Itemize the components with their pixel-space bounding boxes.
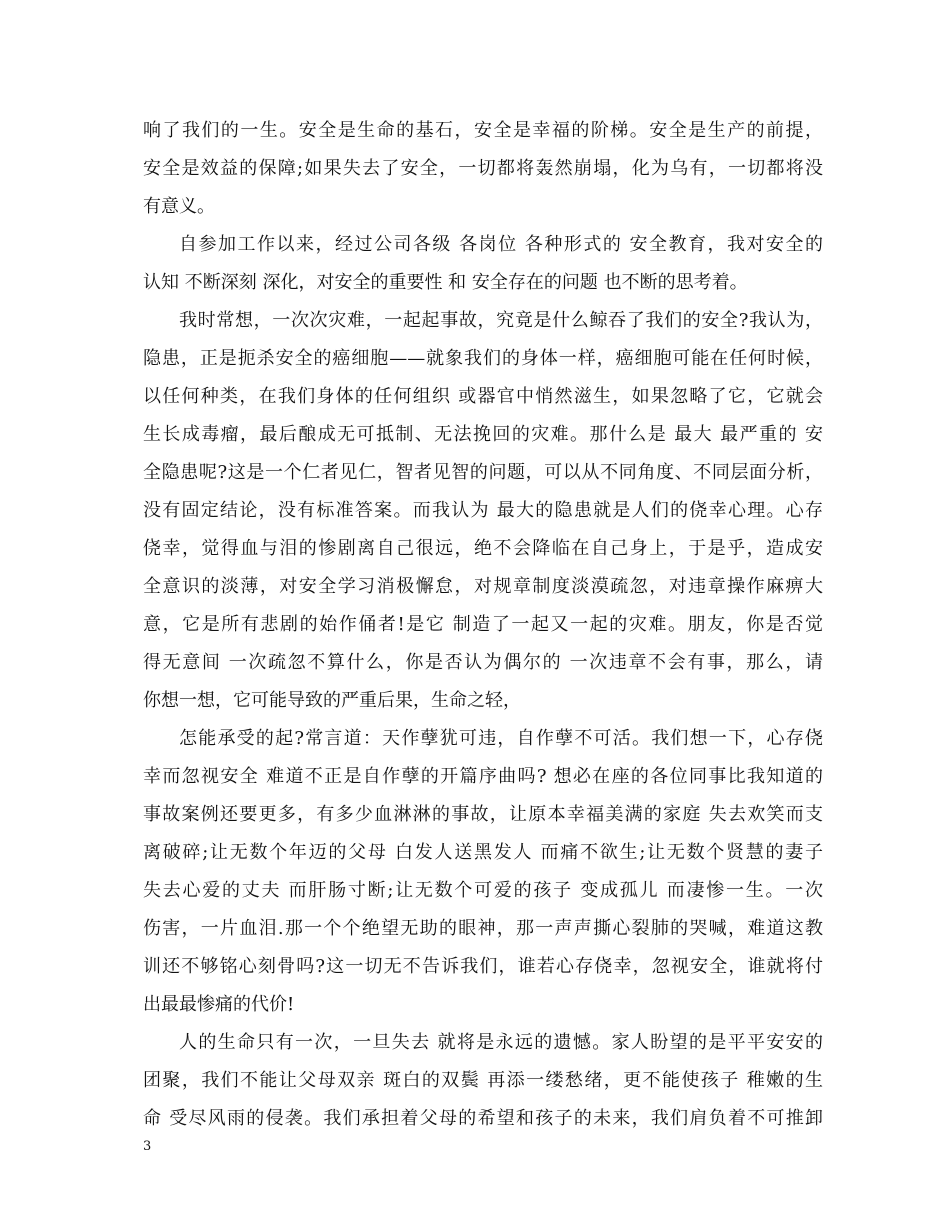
- text-line: 以任何种类，在我们身体的任何组织 或器官中悄然滋生，如果忽略了它，它就会: [143, 386, 823, 407]
- text-line: 失去心爱的丈夫 而肝肠寸断;让无数个可爱的孩子 变成孤儿 而凄惨一生。一次: [143, 880, 823, 901]
- text-line: 认知 不断深刻 深化，对安全的重要性 和 安全存在的问题 也不断的思考着。: [143, 272, 748, 293]
- text-line: 幸而忽视安全 难道不正是自作孽的开篇序曲吗? 想必在座的各位同事比我知道的: [143, 766, 823, 787]
- text-line: 事故案例还要更多，有多少血淋淋的事故，让原本幸福美满的家庭 失去欢笑而支: [143, 804, 823, 825]
- text-line: 全隐患呢?这是一个仁者见仁，智者见智的问题，可以从不同角度、不同层面分析，: [143, 462, 823, 483]
- text-line: 生长成毒瘤，最后酿成无可抵制、无法挽回的灾难。那什么是 最大 最严重的 安: [143, 424, 823, 445]
- text-line: 离破碎;让无数个年迈的父母 白发人送黑发人 而痛不欲生;让无数个贤慧的妻子: [143, 842, 823, 863]
- text-line: 团聚，我们不能让父母双亲 斑白的双鬓 再添一缕愁绪，更不能使孩子 稚嫩的生: [143, 1070, 823, 1091]
- page-number: 3: [143, 1139, 152, 1154]
- text-line: 训还不够铭心刻骨吗?这一切无不告诉我们，谁若心存侥幸，忽视安全，谁就将付: [143, 956, 823, 977]
- text-line: 伤害，一片血泪.那一个个绝望无助的眼神，那一声声撕心裂肺的哭喊，难道这教: [143, 918, 823, 939]
- paragraph-first-line: 人的生命只有一次，一旦失去 就将是永远的遗憾。家人盼望的是平平安安的: [179, 1032, 823, 1053]
- text-line: 命 受尽风雨的侵袭。我们承担着父母的希望和孩子的未来，我们肩负着不可推卸: [143, 1108, 823, 1129]
- text-line: 响了我们的一生。安全是生命的基石，安全是幸福的阶梯。安全是生产的前提，: [143, 120, 823, 141]
- text-line: 全意识的淡薄，对安全学习消极懈怠，对规章制度淡漠疏忽，对违章操作麻痹大: [143, 576, 823, 597]
- paragraph-first-line: 怎能承受的起?常言道：天作孽犹可违，自作孽不可活。我们想一下，心存侥: [179, 728, 823, 749]
- text-line: 得无意间 一次疏忽不算什么，你是否认为偶尔的 一次违章不会有事，那么，请: [143, 652, 823, 673]
- text-line: 没有固定结论，没有标准答案。而我认为 最大的隐患就是人们的侥幸心理。心存: [143, 500, 823, 521]
- text-line: 安全是效益的保障;如果失去了安全，一切都将轰然崩塌，化为乌有，一切都将没: [143, 158, 823, 179]
- text-line: 隐患，正是扼杀安全的癌细胞——就象我们的身体一样，癌细胞可能在任何时候，: [143, 348, 823, 369]
- paragraph-first-line: 自参加工作以来，经过公司各级 各岗位 各种形式的 安全教育，我对安全的: [179, 234, 823, 255]
- text-line: 侥幸，觉得血与泪的惨剧离自己很远，绝不会降临在自己身上，于是乎，造成安: [143, 538, 823, 559]
- text-line: 意，它是所有悲剧的始作俑者!是它 制造了一起又一起的灾难。朋友，你是否觉: [143, 614, 823, 635]
- paragraph-first-line: 我时常想，一次次灾难，一起起事故，究竟是什么鲸吞了我们的安全?我认为，: [179, 310, 823, 331]
- text-line: 有意义。: [143, 196, 215, 217]
- text-line: 出最最惨痛的代价!: [143, 994, 295, 1015]
- text-line: 你想一想，它可能导致的严重后果，生命之轻，: [143, 690, 521, 711]
